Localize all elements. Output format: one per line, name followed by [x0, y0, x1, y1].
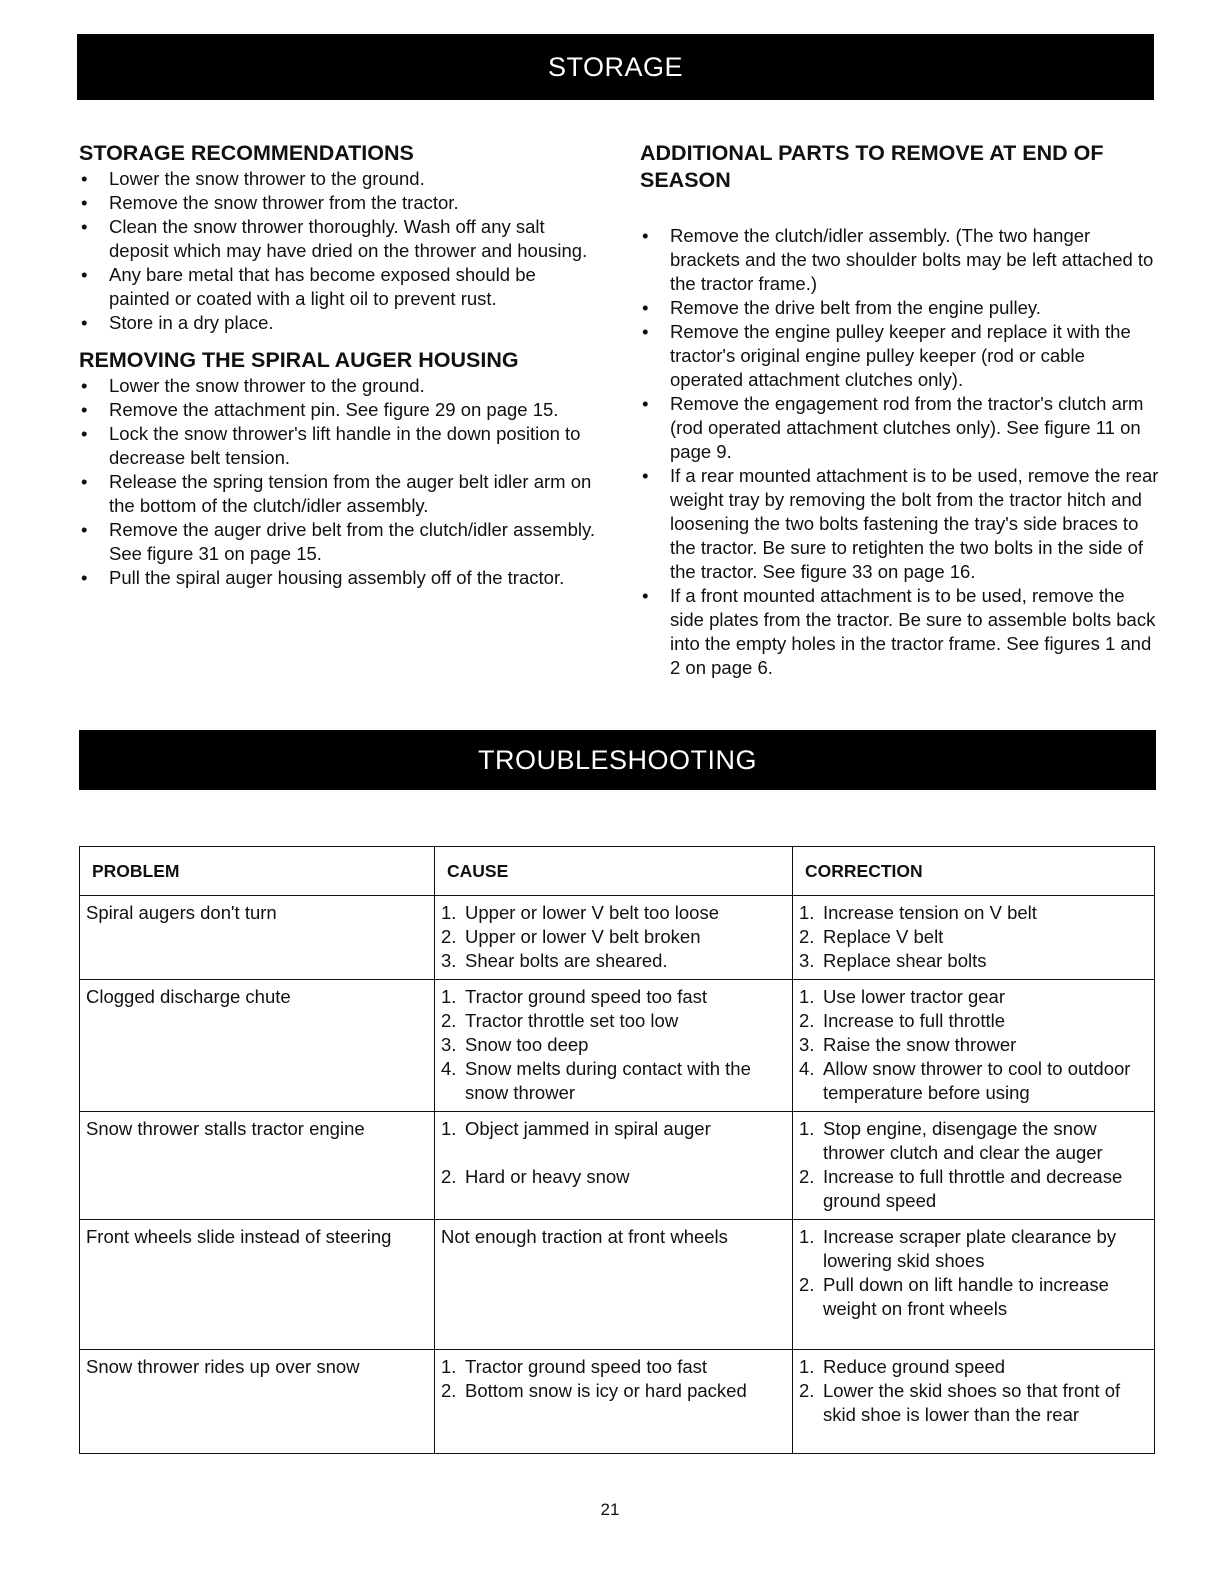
problem-cell: Front wheels slide instead of steering — [80, 1220, 435, 1350]
cause-item: 2. Tractor throttle set too low — [441, 1010, 679, 1031]
correction-item: 1. Increase tension on V belt — [799, 902, 1037, 923]
cause-item: 1. Tractor ground speed too fast — [441, 1356, 708, 1377]
cause-item: 4. Snow melts during contact with the snow thrower — [441, 1058, 751, 1103]
table-row — [80, 980, 1155, 1112]
list-item: • Any bare metal that has become exposed should be painted or coated with a light oil to prevent rust. — [79, 263, 599, 311]
list-item: • If a rear mounted attachment is to be used, remove the rear weight tray by removing the bolt from the tractor hitch and loosening the two bolts fastening the tray's side braces to the tractor. Be sure to retighten the two bolts in the side of the tractor. See figure 33 on page 16. — [640, 464, 1160, 584]
correction-cell — [793, 1112, 1155, 1220]
correction-item: 2. Pull down on lift handle to increase weight on front wheels — [799, 1274, 1109, 1319]
correction-item: 3. Raise the snow thrower — [799, 1034, 1017, 1055]
problem-cell: Snow thrower stalls tractor engine — [80, 1112, 435, 1220]
correction-item: 1. Increase scraper plate clearance by lowering skid shoes — [799, 1226, 1117, 1271]
storage-recommendations-list — [79, 167, 599, 335]
correction-cell — [793, 896, 1155, 980]
correction-item: 1. Use lower tractor gear — [799, 986, 1005, 1007]
table-row — [80, 1350, 1155, 1454]
correction-item: 4. Allow snow thrower to cool to outdoor temperature before using — [799, 1058, 1131, 1103]
correction-item: 2. Increase to full throttle and decrease ground speed — [799, 1166, 1123, 1211]
cause-cell — [435, 980, 793, 1112]
correction-item: 2. Increase to full throttle — [799, 1010, 1006, 1031]
removing-housing-list — [79, 374, 599, 590]
list-item: • Remove the engagement rod from the tractor's clutch arm (rod operated attachment clutches only). See figure 11 on page 9. — [640, 392, 1160, 464]
right-column — [640, 140, 1160, 680]
table-row — [80, 896, 1155, 980]
cause-cell — [435, 1112, 793, 1220]
cause-item: 1. Upper or lower V belt too loose — [441, 902, 719, 923]
cause-header: CAUSE — [435, 847, 793, 896]
correction-cell — [793, 1220, 1155, 1350]
cause-cell — [435, 1350, 793, 1454]
list-item: • Clean the snow thrower thoroughly. Wash off any salt deposit which may have dried on the thrower and housing. — [79, 215, 599, 263]
table-row — [80, 1112, 1155, 1220]
additional-parts-list — [640, 224, 1160, 680]
cause-cell — [435, 896, 793, 980]
correction-item: 2. Lower the skid shoes so that front of skid shoe is lower than the rear — [799, 1380, 1121, 1425]
list-item: • Remove the clutch/idler assembly. (The two hanger brackets and the two shoulder bolts may be left attached to the tractor frame.) — [640, 224, 1160, 296]
cause-item: 2. Upper or lower V belt broken — [441, 926, 701, 947]
correction-item: 2. Replace V belt — [799, 926, 944, 947]
problem-cell: Spiral augers don't turn — [80, 896, 435, 980]
correction-header: CORRECTION — [793, 847, 1155, 896]
list-item: • Remove the snow thrower from the tractor. — [79, 191, 599, 215]
list-item: • Remove the engine pulley keeper and replace it with the tractor's original engine pulley keeper (rod or cable operated attachment clutches only). — [640, 320, 1160, 392]
page-number: 21 — [600, 1500, 620, 1519]
table-row — [80, 1220, 1155, 1350]
problem-header: PROBLEM — [80, 847, 435, 896]
cause-cell: Not enough traction at front wheels — [435, 1220, 793, 1350]
storage-banner — [77, 34, 1154, 100]
additional-parts-heading: ADDITIONAL PARTS TO REMOVE AT END OF SEASON — [640, 141, 1104, 192]
list-item: • Release the spring tension from the auger belt idler arm on the bottom of the clutch/idler assembly. — [79, 470, 599, 518]
list-item: • Remove the auger drive belt from the clutch/idler assembly. See figure 31 on page 15. — [79, 518, 599, 566]
list-item: • Remove the attachment pin. See figure 29 on page 15. — [79, 398, 599, 422]
storage-recommendations-heading: STORAGE RECOMMENDATIONS — [79, 141, 414, 165]
list-item: • Lower the snow thrower to the ground. — [79, 167, 599, 191]
list-item: • Lower the snow thrower to the ground. — [79, 374, 599, 398]
troubleshooting-table — [79, 846, 1155, 1454]
cause-item: 3. Shear bolts are sheared. — [441, 950, 668, 971]
table-header-row — [80, 847, 1155, 896]
correction-item: 3. Replace shear bolts — [799, 950, 987, 971]
list-item: • Pull the spiral auger housing assembly off of the tractor. — [79, 566, 599, 590]
removing-housing-heading: REMOVING THE SPIRAL AUGER HOUSING — [79, 348, 519, 372]
troubleshooting-banner — [79, 730, 1156, 790]
correction-cell — [793, 980, 1155, 1112]
troubleshooting-banner-title: TROUBLESHOOTING — [477, 744, 758, 775]
cause-item: 1. Tractor ground speed too fast — [441, 986, 708, 1007]
cause-item: 3. Snow too deep — [441, 1034, 589, 1055]
list-item: • Store in a dry place. — [79, 311, 599, 335]
problem-cell: Clogged discharge chute — [80, 980, 435, 1112]
list-item: • Lock the snow thrower's lift handle in the down position to decrease belt tension. — [79, 422, 599, 470]
storage-banner-title: STORAGE — [547, 51, 684, 82]
correction-cell — [793, 1350, 1155, 1454]
cause-item: 2. Bottom snow is icy or hard packed — [441, 1380, 747, 1401]
left-column — [79, 140, 599, 590]
list-item: • If a front mounted attachment is to be used, remove the side plates from the tractor. Be sure to assemble bolts back into the empty holes in the tractor frame. See figures 1 and 2 on page 6. — [640, 584, 1160, 680]
correction-item: 1. Stop engine, disengage the snow thrower clutch and clear the auger — [799, 1118, 1103, 1163]
problem-cell: Snow thrower rides up over snow — [80, 1350, 435, 1454]
correction-item: 1. Reduce ground speed — [799, 1356, 1006, 1377]
cause-item: 2. Hard or heavy snow — [441, 1166, 630, 1187]
list-item: • Remove the drive belt from the engine pulley. — [640, 296, 1160, 320]
cause-item: 1. Object jammed in spiral auger — [441, 1118, 711, 1139]
